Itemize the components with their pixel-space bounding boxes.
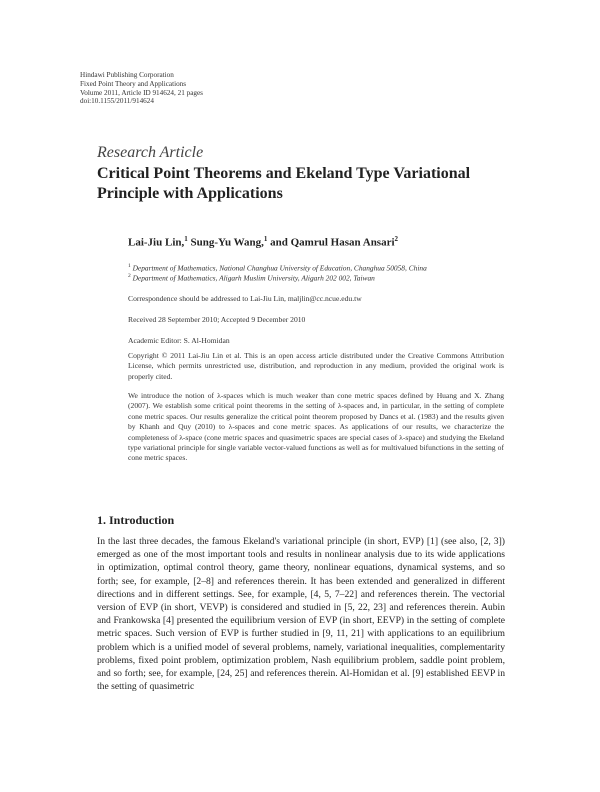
affiliation-text: Department of Mathematics, Aligarh Muslim University, Aligarh 202 002, Taiwan	[130, 273, 375, 283]
received-accepted-dates: Received 28 September 2010; Accepted 9 December 2010	[128, 315, 306, 324]
journal-name: Fixed Point Theory and Applications	[80, 79, 187, 88]
affiliation-marker: 1	[184, 235, 188, 243]
affiliation-marker: 1	[128, 263, 131, 269]
volume-info: Volume 2011, Article ID 914624, 21 pages	[80, 88, 203, 97]
abstract: We introduce the notion of λ-spaces which is much weaker than cone metric spaces defined by Huang and X. Zhang (2007). We establish some critical point theorems in the setting of λ-spaces and, in particular, in the setting of complete cone metric spaces. Our results generalize the critical point theorem proposed by Dancs et al. (1983) and the results given by Khanh and Quy (2010) to λ-spaces and cone metric spaces. As applications of our results, we characterize the completeness of λ-space (cone metric spaces and quasimetric spaces are special cases of λ-space) and studying the Ekeland type variational principle for single variable vector-valued functions as well as for multivalued bifunctions in the setting of cone metric spaces.	[128, 391, 504, 463]
doi: doi:10.1155/2011/914624	[80, 97, 154, 106]
affiliation	[128, 263, 427, 272]
author-name: Lai-Jiu Lin,	[128, 236, 185, 249]
section-heading: 1. Introduction	[97, 513, 175, 527]
publication-info	[80, 71, 203, 106]
paper-title: Critical Point Theorems and Ekeland Type Variational Principle with Applications	[97, 165, 471, 202]
author-name: Sung-Yu Wang,	[187, 236, 264, 249]
affiliation-marker: 2	[128, 273, 131, 279]
author-name: and Qamrul Hasan Ansari	[267, 236, 395, 249]
copyright-notice: Copyright © 2011 Lai-Jiu Lin et al. This is an open access article distributed under the Creative Commons Attribution License, which permits unrestricted use, distribution, and reproduction in any medium, provided the original work is properly cited.	[128, 351, 504, 381]
affiliation-marker: 1	[263, 235, 268, 243]
publisher-name: Hindawi Publishing Corporation	[80, 71, 174, 79]
article-type: Research Article	[97, 144, 204, 161]
affiliation-text: Department of Mathematics, National Changhua University of Education, Changhua 50058, China	[130, 263, 427, 273]
author-list	[128, 235, 398, 249]
affiliation-marker: 2	[394, 235, 399, 243]
academic-editor: Academic Editor: S. Al-Homidan	[128, 336, 230, 345]
paragraph: In the last three decades, the famous Ekeland's variational principle (in short, EVP) [1] (see also, [2, 3]) emerged as one of the most important tools and results in nonlinear analysis due to its wide applications in optimization, optimal control theory, game theory, nonlinear equations, dynamical systems, and so forth; see, for example, [2–8] and references therein. It has been extended and generalized in different directions and in different settings. See, for example, [4, 5, 7–22] and references therein. The vectorial version of EVP (in short, VEVP) is considered and studied in [5, 22, 23] and references therein. Aubin and Frankowska [4] presented the equilibrium version of EVP (in short, EEVP) in the setting of complete metric spaces. Such version of EVP is further studied in [9, 11, 21] with applications to an equilibrium problem which is a unified model of several problems, namely, variational inequalities, complementarity problems, fixed point problem, optimization problem, Nash equilibrium problem, saddle point problem, and so forth; see, for example, [24, 25] and references therein. Al-Homidan et al. [9] established EEVP in the setting of quasimetric	[97, 536, 505, 693]
introduction-body	[97, 535, 505, 693]
correspondence: Correspondence should be addressed to Lai-Jiu Lin, maljlin@cc.ncue.edu.tw	[128, 294, 362, 303]
affiliation	[128, 273, 375, 282]
